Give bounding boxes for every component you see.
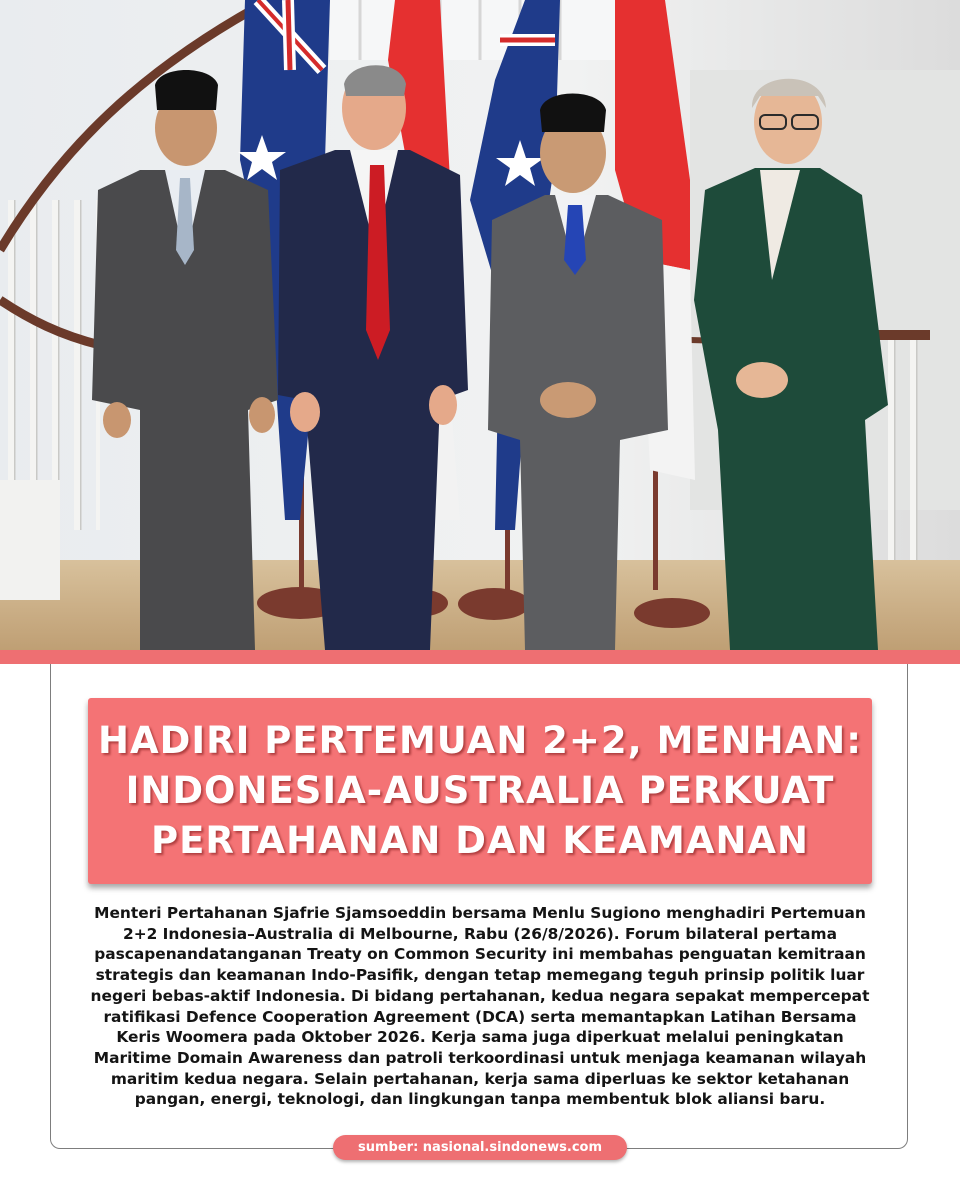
- source-badge: sumber: nasional.sindonews.com: [333, 1135, 627, 1160]
- headline-box: [88, 698, 872, 884]
- accent-band: [0, 650, 960, 664]
- headline: HADIRI PERTEMUAN 2+2, MENHAN: INDONESIA-AUSTRALIA PERKUAT PERTAHANAN DAN KEAMANAN: [98, 719, 863, 862]
- article-body: Menteri Pertahanan Sjafrie Sjamsoeddin bersama Menlu Sugiono menghadiri Pertemuan 2+2 Indonesia–Australia di Melbourne, Rabu (26/8/2026). Forum bilateral pertama pascapenandatanganan Treaty on Common Security ini membahas penguatan kemitraan strategis dan keamanan Indo-Pasifik, dengan tetap memegang teguh prinsip politik luar negeri bebas-aktif Indonesia. Di bidang pertahanan, kedua negara sepakat mempercepat ratifikasi Defence Cooperation Agreement (DCA) serta memantapkan Latihan Bersama Keris Woomera pada Oktober 2026. Kerja sama juga diperkuat melalui peningkatan Maritime Domain Awareness dan patroli terkoordinasi untuk menjaga keamanan wilayah maritim kedua negara. Selain pertahanan, kerja sama diperluas ke sektor ketahanan pangan, energi, teknologi, dan lingkungan tanpa membentuk blok aliansi baru.: [90, 904, 870, 1109]
